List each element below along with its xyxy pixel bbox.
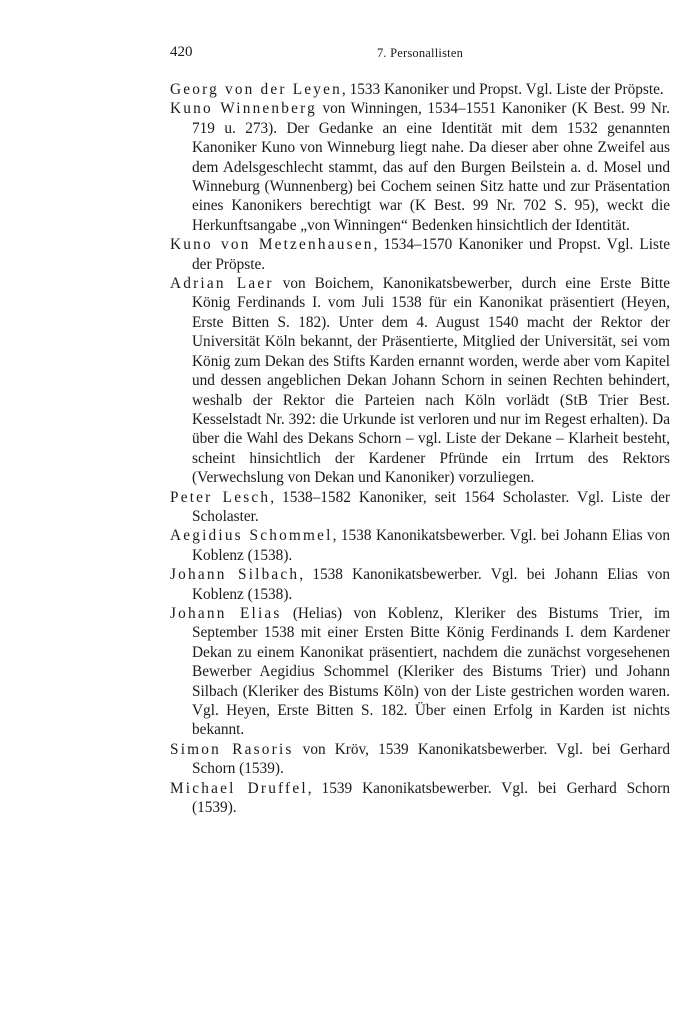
entry-michael-druffel [170,779,670,818]
entry-name: Johann Elias [170,604,282,622]
entry-name: Kuno Winnenberg [170,100,317,118]
entry-adrian-laer [170,274,670,487]
entry-text: , 1538 Kanonikatsbewerber. Vgl. bei Johann Elias von Koblenz (1538). [192,527,671,564]
entry-kuno-von-metzenhausen [170,235,670,274]
entry-name: Aegidius Schommel [170,527,333,545]
entry-johann-silbach [170,565,670,604]
entry-name: Adrian Laer [170,275,274,293]
entry-johann-elias [170,604,670,740]
entry-text: , 1538–1582 Kanoniker, seit 1564 Scholaster. Vgl. Liste der Scholaster. [192,488,670,525]
entry-name: Georg von der Leyen [170,81,342,98]
page-header [170,44,670,64]
entry-text: , 1539 Kanonikatsbewerber. Vgl. bei Gerhard Schorn (1539). [192,779,670,817]
entry-georg-von-der-leyen [170,80,670,99]
entry-name: Kuno von Metzenhausen [170,236,374,254]
entry-text: von Winningen, 1534–1551 Kanoniker (K Best. 99 Nr. 719 u. 273). Der Gedanke an eine Identität mit dem 1532 genannten Kanoniker Kuno von Winneburg liegt nahe. Da dieser aber ohne Zweifel aus dem Adelsgeschlecht stammt, das auf den Burgen Beilstein a. d. Mosel und Winneburg (Wunnenberg) bei Cochem seinen Sitz hatte und zur Präsentation eines Kanonikers berechtigt war (K Best. 99 Nr. 702 S. 95), weckt die Herkunftsangabe „von Winningen“ Bedenken hinsichtlich der Identität. [192,100,671,234]
entry-name: Simon Rasoris [170,740,294,758]
entry-text: von Kröv, 1539 Kanonikatsbewerber. Vgl. bei Gerhard Schorn (1539). [192,740,670,778]
entry-text: , 1533 Kanoniker und Propst. Vgl. Liste der Pröpste. [341,81,664,98]
entry-simon-rasoris [170,740,670,779]
entry-peter-lesch [170,488,670,527]
entry-aegidius-schommel [170,526,670,565]
entry-name: Michael Druffel [170,779,308,797]
entry-text: von Boichem, Kanonikatsbewerber, durch eine Erste Bitte König Ferdinands I. vom Juli 1538 für ein Kanonikat präsentiert (Heyen, Erste Bitten S. 182). Unter dem 4. August 1540 macht der Rektor der Universität Köln bekannt, der Präsentierte, Mitglied der Universität, sei vom König zum Dekan des Stifts Karden ernannt worden, werde aber vom Kapitel und dessen angeblichen Dekan Johann Schorn in seinen Rechten behindert, weshalb der Rektor die Parteien nach Köln vorlädt (StB Trier Best. Kesselstadt Nr. 392: die Urkunde ist verloren und nur im Regest erhalten). Da über die Wahl des Dekans Schorn – vgl. Liste der Dekane – Klarheit besteht, scheint hinsichtlich der Kardener Pfründe ein Irrtum des Rektors (Verwechslung von Dekan und Kanoniker) vorzuliegen. [192,275,670,487]
running-head: 7. Personallisten [376,46,464,60]
entry-name: Johann Silbach [170,566,300,584]
entry-text: , 1538 Kanonikatsbewerber. Vgl. bei Johann Elias von Koblenz (1538). [192,566,670,603]
entry-text: (Helias) von Koblenz, Kleriker des Bistums Trier, im September 1538 mit einer Ersten Bitte König Ferdinands I. dem Kardener Dekan zu einem Kanonikat präsentiert, nachdem die zunächst vorgesehenen Bewerber Aegidius Schommel (Kleriker des Bistums Trier) und Johann Silbach (Kleriker des Bistums Köln) von der Liste gestrichen worden waren. Vgl. Heyen, Erste Bitten S. 182. Über einen Erfolg in Karden ist nichts bekannt. [192,604,671,739]
entry-list [170,80,670,817]
entry-kuno-winnenberg [170,99,670,235]
page-number: 420 [170,44,193,60]
entry-text: , 1534–1570 Kanoniker und Propst. Vgl. Liste der Pröpste. [192,236,670,273]
entry-name: Peter Lesch [170,488,271,506]
